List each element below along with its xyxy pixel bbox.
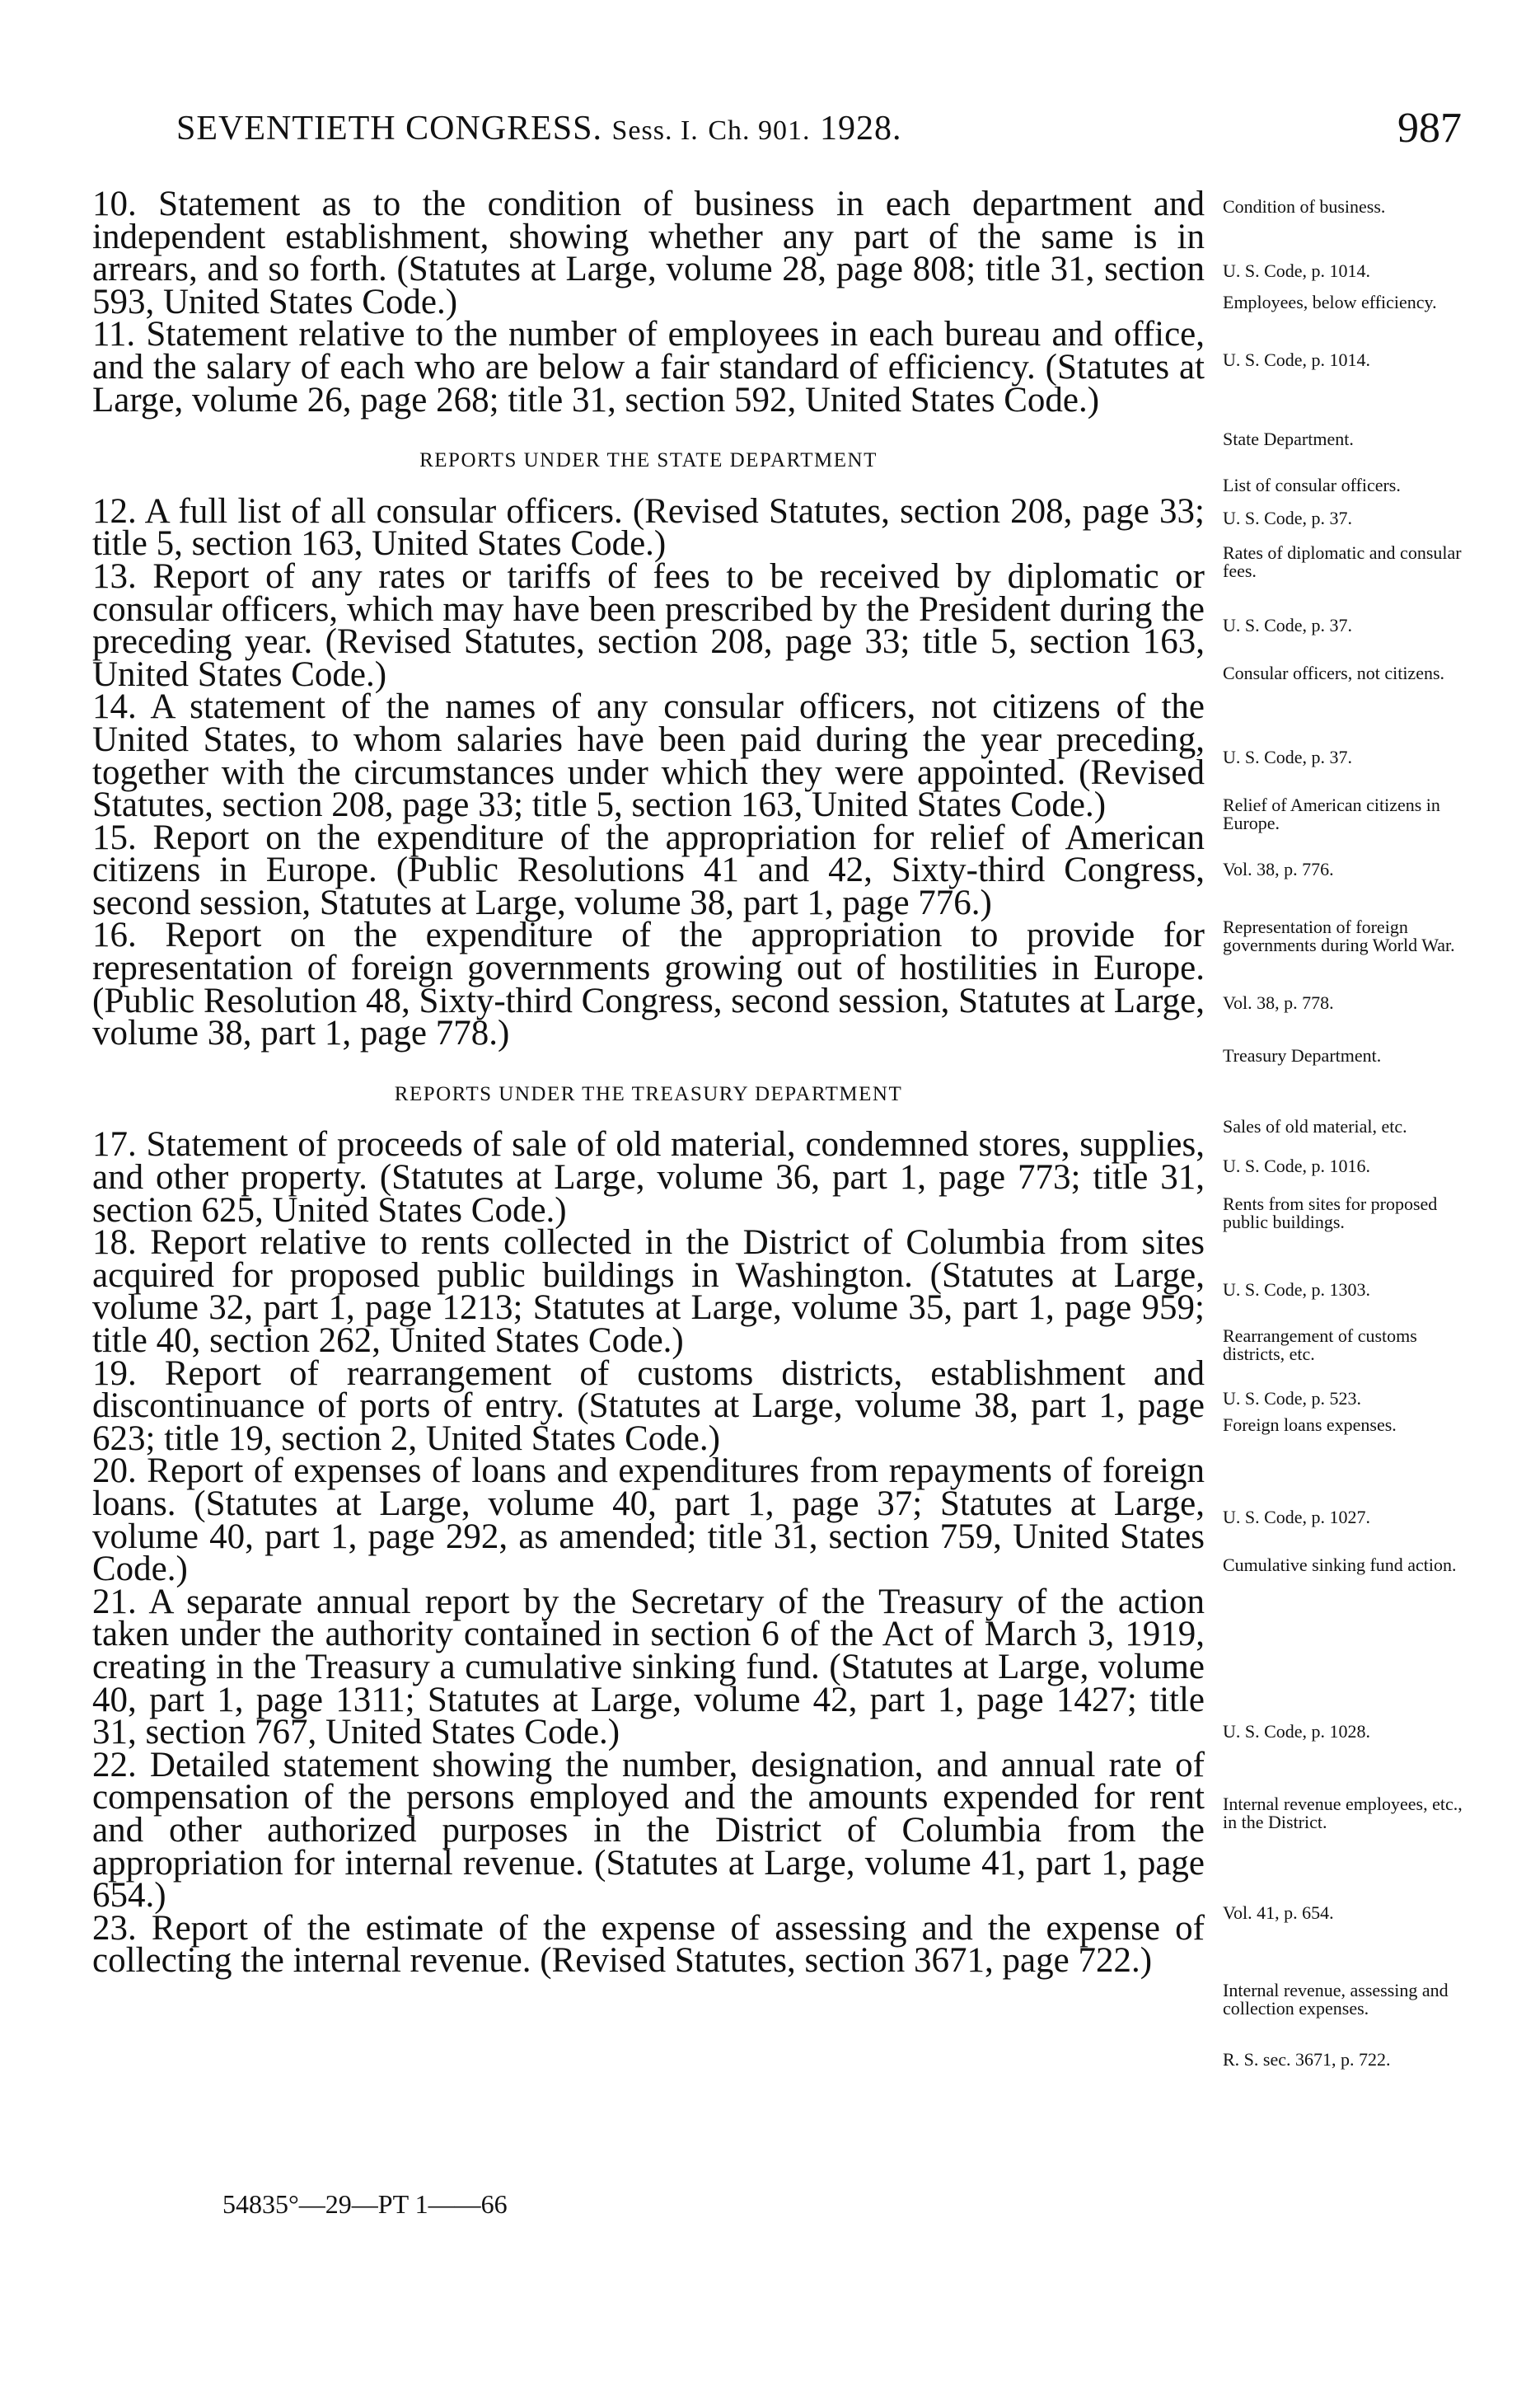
item-15: 15. Report on the expenditure of the appropriation for relief of American citizens in Europe. (Public Resolutions 41 and 42, Sixty-third Congress, second session, Statutes at Large, volume 38, part 1, page 776.) xyxy=(92,818,1205,922)
margin-note: Internal revenue employees, etc., in the District. xyxy=(1223,1794,1463,1832)
margin-citation: U. S. Code, p. 1014. xyxy=(1223,260,1371,281)
item-11: 11. Statement relative to the number of employees in each bureau and office, and the salary of each who are below a fair standard of efficiency. (Statutes at Large, volume 26, page 268; title 31, section 592, United States Code.) xyxy=(92,315,1205,420)
section-heading-state: REPORTS UNDER THE STATE DEPARTMENT xyxy=(419,449,878,472)
running-head-year: 1928. xyxy=(820,110,902,148)
item-19: 19. Report of rearrangement of customs districts, establishment and discontinuance of ports of entry. (Statutes at Large, volume 38, part 1, page 623; title 19, section 2, United States Code.) xyxy=(92,1353,1205,1458)
running-head-session: Sess. I. xyxy=(611,115,699,146)
margin-citation: Vol. 38, p. 778. xyxy=(1223,992,1334,1013)
margin-citation: U. S. Code, p. 523. xyxy=(1223,1388,1362,1409)
item-17: 17. Statement of proceeds of sale of old material, condemned stores, supplies, and other property. (Statutes at Large, volume 36, part 1, page 773; title 31, section 625, United States Code.) xyxy=(92,1125,1205,1230)
margin-note: Sales of old material, etc. xyxy=(1223,1116,1407,1137)
margin-citation: U. S. Code, p. 37. xyxy=(1223,615,1353,635)
margin-citation: U. S. Code, p. 1303. xyxy=(1223,1279,1371,1300)
item-13: 13. Report of any rates or tariffs of fees to be received by diplomatic or consular officers, which may have been prescribed by the President during the preceding year. (Revised Statutes, section 208, page 33; title 5, section 163, United States Code.) xyxy=(92,556,1205,694)
running-head-chapter: Ch. 901. xyxy=(708,115,811,146)
printer-mark: 54835°—29—PT 1——66 xyxy=(222,2189,508,2219)
main-text xyxy=(92,185,1205,1981)
margin-note: Treasury Department. xyxy=(1223,1045,1382,1066)
margin-note: Condition of business. xyxy=(1223,196,1386,217)
item-20: 20. Report of expenses of loans and expenditures from repayments of foreign loans. (Statutes at Large, volume 40, part 1, page 37; Statutes at Large, volume 40, part 1, page 292, as amended; title 31, section 759, United States Code.) xyxy=(92,1451,1205,1589)
margin-citation: U. S. Code, p. 1016. xyxy=(1223,1156,1371,1176)
item-23: 23. Report of the estimate of the expense of assessing and the expense of collecting the internal revenue. (Revised Statutes, section 3671, page 722.) xyxy=(92,1908,1205,1981)
item-22: 22. Detailed statement showing the number, designation, and annual rate of compensation of the persons employed and the amounts expended for rent and other authorized purposes in the District of Columbia from the appropriation for internal revenue. (Statutes at Large, volume 41, part 1, page 654.) xyxy=(92,1745,1205,1916)
margin-note: Rates of diplomatic and consular fees. xyxy=(1223,542,1462,581)
item-18: 18. Report relative to rents collected in the District of Columbia from sites acquired for proposed public buildings in Washington. (Statutes at Large, volume 32, part 1, page 1213; Statutes at Large, volume 35, part 1, page 959; title 40, section 262, United States Code.) xyxy=(92,1223,1205,1360)
running-head-congress: SEVENTIETH CONGRESS. xyxy=(176,110,603,148)
margin-note: List of consular officers. xyxy=(1223,475,1401,495)
margin-citation: Vol. 38, p. 776. xyxy=(1223,859,1334,879)
page-header xyxy=(176,105,1462,166)
margin-citation: U. S. Code, p. 1014. xyxy=(1223,349,1371,370)
margin-citation: U. S. Code, p. 37. xyxy=(1223,747,1353,767)
margin-note: Representation of foreign governments during World War. xyxy=(1223,917,1455,955)
page-number: 987 xyxy=(1397,105,1462,152)
item-14: 14. A statement of the names of any consular officers, not citizens of the United States, to whom salaries have been paid during the year preceding, together with the circumstances under which they were appointed. (Revised Statutes, section 208, page 33; title 5, section 163, United States Code.) xyxy=(92,687,1205,825)
margin-note: Consular officers, not citizens. xyxy=(1223,663,1445,683)
margin-citation: U. S. Code, p. 1028. xyxy=(1223,1721,1371,1742)
margin-note: Rents from sites for proposed public buildings. xyxy=(1223,1193,1438,1232)
margin-note: Rearrangement of customs districts, etc. xyxy=(1223,1325,1417,1364)
item-21: 21. A separate annual report by the Secretary of the Treasury of the action taken under the authority contained in section 6 of the Act of March 3, 1919, creating in the Treasury a cumulative sinking fund. (Statutes at Large, volume 40, part 1, page 1311; Statutes at Large, volume 42, part 1, page 1427; title 31, section 767, United States Code.) xyxy=(92,1582,1205,1752)
item-10: 10. Statement as to the condition of business in each department and independent establishment, showing whether any part of the same is in arrears, and so forth. (Statutes at Large, volume 28, page 808; title 31, section 593, United States Code.) xyxy=(92,185,1205,321)
margin-note: Foreign loans expenses. xyxy=(1223,1414,1397,1435)
section-heading-treasury: REPORTS UNDER THE TREASURY DEPARTMENT xyxy=(394,1082,903,1105)
item-16: 16. Report on the expenditure of the appropriation to provide for representation of foreign governments growing out of hostilities in Europe. (Public Resolution 48, Sixty-third Congress, second session, Statutes at Large, volume 38, part 1, page 778.) xyxy=(92,916,1205,1053)
item-12: 12. A full list of all consular officers. (Revised Statutes, section 208, page 33; title 5, section 163, United States Code.) xyxy=(92,491,1205,564)
running-head xyxy=(176,109,902,148)
margin-note: State Department. xyxy=(1223,429,1354,449)
margin-citation: R. S. sec. 3671, p. 722. xyxy=(1223,2049,1391,2070)
margin-note: Relief of American citizens in Europe. xyxy=(1223,795,1440,833)
margin-citation: U. S. Code, p. 37. xyxy=(1223,508,1353,528)
margin-note: Internal revenue, assessing and collection expenses. xyxy=(1223,1980,1449,2019)
margin-note: Employees, below efficiency. xyxy=(1223,292,1437,312)
margin-citation: U. S. Code, p. 1027. xyxy=(1223,1507,1371,1527)
margin-citation: Vol. 41, p. 654. xyxy=(1223,1902,1334,1923)
margin-note: Cumulative sinking fund action. xyxy=(1223,1555,1457,1575)
